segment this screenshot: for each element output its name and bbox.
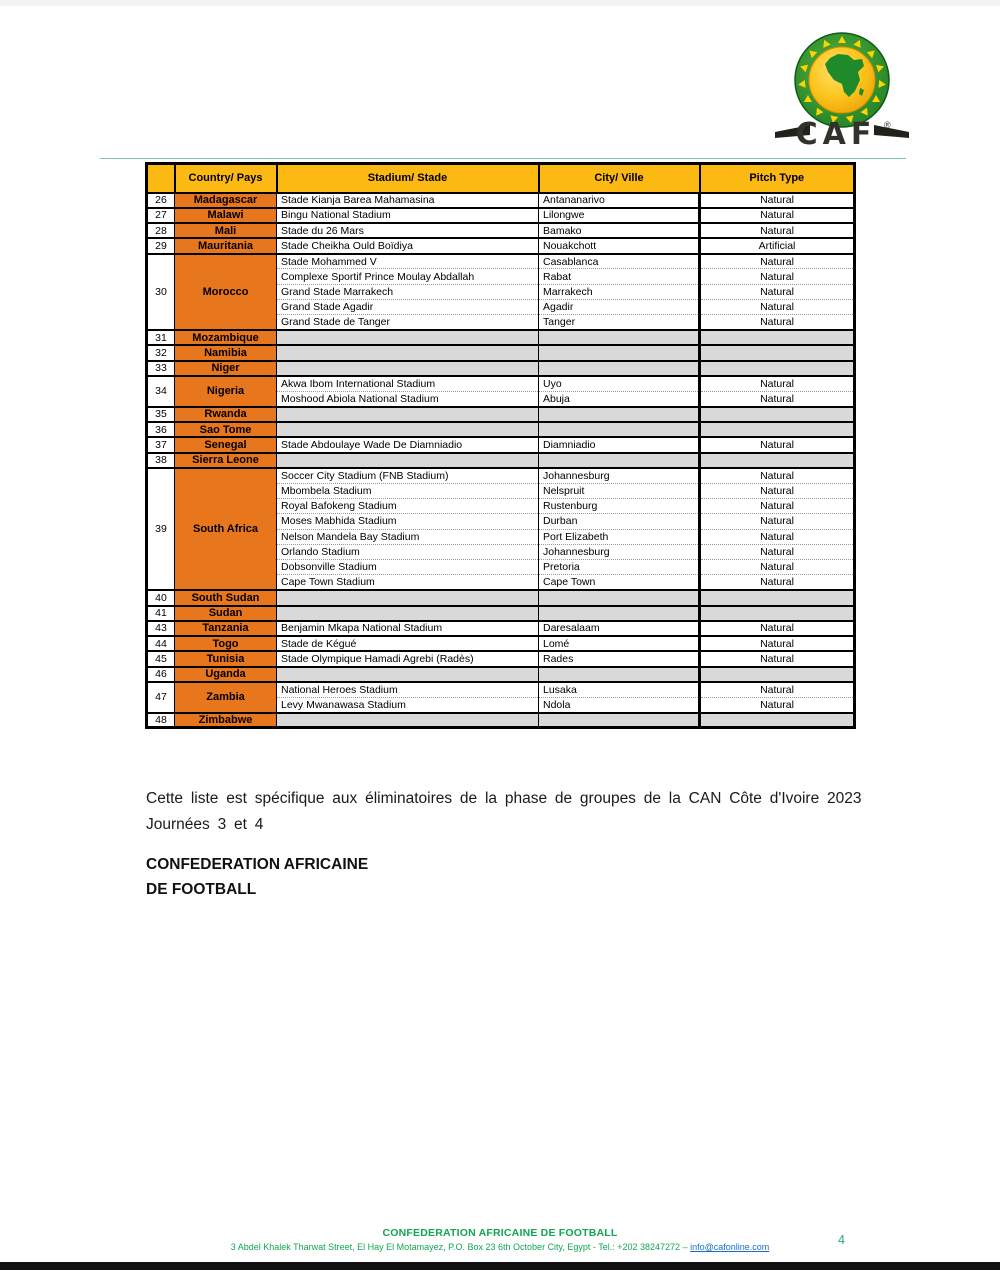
stadium-name-cell: Stade de Kégué (277, 636, 539, 651)
city-cell: Pretoria (539, 560, 700, 575)
empty-stadium-cell (277, 361, 539, 376)
row-number-cell: 28 (147, 223, 175, 238)
row-number-cell: 27 (147, 208, 175, 223)
organisation-line-1: CONFEDERATION AFRICAINE (146, 856, 369, 873)
row-number-cell: 26 (147, 193, 175, 208)
row-number-cell: 44 (147, 636, 175, 651)
page-top-edge (0, 0, 1000, 6)
country-cell: Zimbabwe (175, 713, 277, 728)
organisation-line-2: DE FOOTBALL (146, 881, 257, 898)
empty-pitch-cell (700, 590, 855, 605)
city-cell: Lilongwe (539, 208, 700, 223)
empty-city-cell (539, 361, 700, 376)
empty-stadium-cell (277, 422, 539, 437)
pitch-type-cell: Natural (700, 636, 855, 651)
stadium-name-cell: Grand Stade Agadir (277, 300, 539, 315)
row-number-cell: 40 (147, 590, 175, 605)
header-pitch-type: Pitch Type (700, 164, 855, 193)
city-cell: Johannesburg (539, 544, 700, 559)
row-number-cell: 39 (147, 468, 175, 590)
country-cell: Zambia (175, 682, 277, 713)
empty-city-cell (539, 590, 700, 605)
stadium-name-cell: Complexe Sportif Prince Moulay Abdallah (277, 269, 539, 284)
pitch-type-cell: Natural (700, 208, 855, 223)
city-cell: Port Elizabeth (539, 529, 700, 544)
caf-logo-icon (772, 28, 912, 158)
table-row (147, 223, 855, 238)
city-cell: Lomé (539, 636, 700, 651)
footer-address (0, 1242, 1000, 1252)
city-cell: Nelspruit (539, 483, 700, 498)
stadium-name-cell: Moses Mabhida Stadium (277, 514, 539, 529)
empty-stadium-cell (277, 606, 539, 621)
row-number-cell: 41 (147, 606, 175, 621)
stadium-name-cell: Levy Mwanawasa Stadium (277, 697, 539, 712)
country-cell: Senegal (175, 437, 277, 452)
city-cell: Durban (539, 514, 700, 529)
stadium-name-cell: Stade Olympique Hamadi Agrebi (Radès) (277, 651, 539, 666)
city-cell: Daresalaam (539, 621, 700, 636)
stadium-name-cell: Stade Kianja Barea Mahamasina (277, 193, 539, 208)
city-cell: Rades (539, 651, 700, 666)
pitch-type-cell: Natural (700, 560, 855, 575)
country-cell: Rwanda (175, 407, 277, 422)
stadium-name-cell: Dobsonville Stadium (277, 560, 539, 575)
pitch-type-cell: Natural (700, 391, 855, 406)
table-row (147, 254, 855, 269)
country-cell: Namibia (175, 345, 277, 360)
table-row (147, 407, 855, 422)
stadium-name-cell: Orlando Stadium (277, 544, 539, 559)
table-row (147, 667, 855, 682)
pitch-type-cell: Natural (700, 529, 855, 544)
stadium-name-cell: Stade Abdoulaye Wade De Diamniadio (277, 437, 539, 452)
pitch-type-cell: Natural (700, 223, 855, 238)
empty-pitch-cell (700, 422, 855, 437)
empty-pitch-cell (700, 330, 855, 345)
table-row (147, 453, 855, 468)
city-cell: Diamniadio (539, 437, 700, 452)
empty-stadium-cell (277, 407, 539, 422)
row-number-cell: 45 (147, 651, 175, 666)
pitch-type-cell: Natural (700, 300, 855, 315)
stadium-name-cell: Grand Stade Marrakech (277, 284, 539, 299)
pitch-type-cell: Natural (700, 284, 855, 299)
empty-stadium-cell (277, 345, 539, 360)
row-number-cell: 29 (147, 238, 175, 253)
table-row (147, 193, 855, 208)
country-cell: Sierra Leone (175, 453, 277, 468)
page-bottom-bar (0, 1262, 1000, 1270)
stadium-name-cell: Stade Mohammed V (277, 254, 539, 269)
city-cell: Uyo (539, 376, 700, 391)
country-cell: South Africa (175, 468, 277, 590)
registered-mark: ® (884, 120, 891, 130)
table-row (147, 636, 855, 651)
empty-stadium-cell (277, 330, 539, 345)
pitch-type-cell: Natural (700, 697, 855, 712)
empty-stadium-cell (277, 453, 539, 468)
row-number-cell: 30 (147, 254, 175, 330)
pitch-type-cell: Natural (700, 483, 855, 498)
country-cell: Malawi (175, 208, 277, 223)
row-number-cell: 46 (147, 667, 175, 682)
footer-email-link[interactable]: info@cafonline.com (690, 1242, 770, 1252)
empty-stadium-cell (277, 590, 539, 605)
row-number-cell: 36 (147, 422, 175, 437)
country-cell: Mauritania (175, 238, 277, 253)
pitch-type-cell: Natural (700, 315, 855, 330)
pitch-type-cell: Natural (700, 682, 855, 697)
country-cell: Togo (175, 636, 277, 651)
empty-pitch-cell (700, 453, 855, 468)
row-number-cell: 48 (147, 713, 175, 728)
table-row (147, 238, 855, 253)
pitch-type-cell: Artificial (700, 238, 855, 253)
city-cell: Antananarivo (539, 193, 700, 208)
pitch-type-cell: Natural (700, 376, 855, 391)
letterhead-divider (100, 158, 906, 159)
pitch-type-cell: Natural (700, 437, 855, 452)
stadium-name-cell: Grand Stade de Tanger (277, 315, 539, 330)
city-cell: Ndola (539, 697, 700, 712)
empty-city-cell (539, 667, 700, 682)
header-city: City/ Ville (539, 164, 700, 193)
city-cell: Rustenburg (539, 498, 700, 513)
pitch-type-cell: Natural (700, 575, 855, 590)
pitch-type-cell: Natural (700, 514, 855, 529)
city-cell: Marrakech (539, 284, 700, 299)
table-row (147, 468, 855, 483)
table-row (147, 345, 855, 360)
note-line-2: Journées 3 et 4 (146, 816, 264, 833)
table-row (147, 422, 855, 437)
row-number-cell: 37 (147, 437, 175, 452)
empty-pitch-cell (700, 606, 855, 621)
stadium-name-cell: Moshood Abiola National Stadium (277, 391, 539, 406)
empty-stadium-cell (277, 713, 539, 728)
stadium-name-cell: Nelson Mandela Bay Stadium (277, 529, 539, 544)
pitch-type-cell: Natural (700, 621, 855, 636)
country-cell: Morocco (175, 254, 277, 330)
city-cell: Rabat (539, 269, 700, 284)
city-cell: Tanger (539, 315, 700, 330)
pitch-type-cell: Natural (700, 254, 855, 269)
pitch-type-cell: Natural (700, 269, 855, 284)
footer-organisation: CONFEDERATION AFRICAINE DE FOOTBALL (382, 1227, 618, 1239)
note-text (146, 786, 876, 838)
stadium-list-table (145, 162, 856, 729)
header-number (147, 164, 175, 193)
stadium-name-cell: Royal Bafokeng Stadium (277, 498, 539, 513)
country-cell: Nigeria (175, 376, 277, 407)
stadium-name-cell: Bingu National Stadium (277, 208, 539, 223)
row-number-cell: 31 (147, 330, 175, 345)
row-number-cell: 38 (147, 453, 175, 468)
table-row (147, 376, 855, 391)
table-row (147, 208, 855, 223)
empty-city-cell (539, 345, 700, 360)
city-cell: Lusaka (539, 682, 700, 697)
row-number-cell: 35 (147, 407, 175, 422)
table-row (147, 437, 855, 452)
table-row (147, 682, 855, 697)
city-cell: Agadir (539, 300, 700, 315)
row-number-cell: 47 (147, 682, 175, 713)
empty-city-cell (539, 713, 700, 728)
caf-logo (772, 28, 912, 158)
pitch-type-cell: Natural (700, 651, 855, 666)
empty-city-cell (539, 407, 700, 422)
stadium-name-cell: National Heroes Stadium (277, 682, 539, 697)
empty-pitch-cell (700, 361, 855, 376)
pitch-type-cell: Natural (700, 498, 855, 513)
row-number-cell: 34 (147, 376, 175, 407)
table-row (147, 590, 855, 605)
empty-pitch-cell (700, 407, 855, 422)
empty-city-cell (539, 453, 700, 468)
country-cell: Tunisia (175, 651, 277, 666)
table-row (147, 651, 855, 666)
country-cell: Tanzania (175, 621, 277, 636)
table-header-row (147, 164, 855, 193)
stadium-name-cell: Cape Town Stadium (277, 575, 539, 590)
stadium-table (145, 162, 856, 729)
note-line-1: Cette liste est spécifique aux éliminatoires de la phase de groupes de la CAN Côte d'Ivoire 2023 (146, 790, 862, 807)
city-cell: Abuja (539, 391, 700, 406)
city-cell: Johannesburg (539, 468, 700, 483)
row-number-cell: 32 (147, 345, 175, 360)
pitch-type-cell: Natural (700, 544, 855, 559)
country-cell: Mali (175, 223, 277, 238)
header-stadium: Stadium/ Stade (277, 164, 539, 193)
row-number-cell: 33 (147, 361, 175, 376)
row-number-cell: 43 (147, 621, 175, 636)
country-cell: Mozambique (175, 330, 277, 345)
page-number: 4 (838, 1233, 845, 1247)
organisation-name (146, 852, 368, 902)
table-row (147, 361, 855, 376)
table-row (147, 621, 855, 636)
empty-pitch-cell (700, 667, 855, 682)
country-cell: Niger (175, 361, 277, 376)
country-cell: South Sudan (175, 590, 277, 605)
country-cell: Sudan (175, 606, 277, 621)
pitch-type-cell: Natural (700, 468, 855, 483)
city-cell: Bamako (539, 223, 700, 238)
empty-pitch-cell (700, 345, 855, 360)
table-row (147, 713, 855, 728)
header-country: Country/ Pays (175, 164, 277, 193)
city-cell: Cape Town (539, 575, 700, 590)
country-cell: Uganda (175, 667, 277, 682)
stadium-name-cell: Soccer City Stadium (FNB Stadium) (277, 468, 539, 483)
stadium-name-cell: Mbombela Stadium (277, 483, 539, 498)
empty-pitch-cell (700, 713, 855, 728)
city-cell: Nouakchott (539, 238, 700, 253)
country-cell: Madagascar (175, 193, 277, 208)
caf-wordmark: CAF (795, 117, 877, 152)
city-cell: Casablanca (539, 254, 700, 269)
stadium-name-cell: Stade Cheikha Ould Boïdiya (277, 238, 539, 253)
empty-city-cell (539, 330, 700, 345)
table-row (147, 606, 855, 621)
table-row (147, 330, 855, 345)
stadium-name-cell: Benjamin Mkapa National Stadium (277, 621, 539, 636)
country-cell: Sao Tome (175, 422, 277, 437)
stadium-name-cell: Akwa Ibom International Stadium (277, 376, 539, 391)
stadium-name-cell: Stade du 26 Mars (277, 223, 539, 238)
empty-city-cell (539, 422, 700, 437)
empty-stadium-cell (277, 667, 539, 682)
pitch-type-cell: Natural (700, 193, 855, 208)
footer-address-text: 3 Abdel Khalek Tharwat Street, El Hay El Motamayez, P.O. Box 23 6th October City, Egypt - Tel.: +202 38247272 – (230, 1242, 691, 1252)
empty-city-cell (539, 606, 700, 621)
